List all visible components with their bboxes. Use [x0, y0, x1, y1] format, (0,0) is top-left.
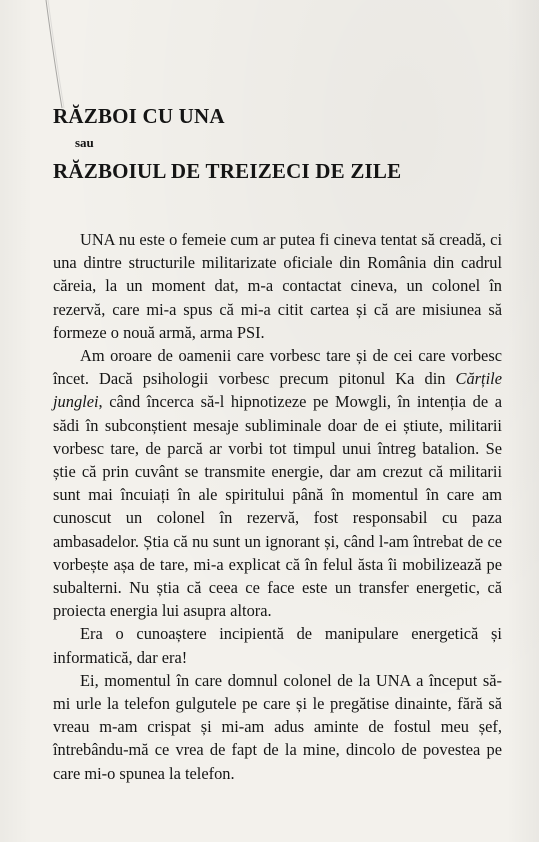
chapter-title-line-1: RĂZBOI CU UNA — [53, 104, 225, 128]
book-title-italic: Cărțile junglei — [53, 369, 502, 412]
chapter-title-connector: sau — [75, 135, 94, 150]
paragraph-3: Era o cunoaștere incipientă de manipulare energetică și informatică, dar era! — [53, 624, 502, 667]
chapter-title-line-2: RĂZBOIUL DE TREIZECI DE ZILE — [53, 159, 402, 183]
paragraph-2-part-2: , când încerca să-l hipnotizeze pe Mowgli, în intenția de a sădi în subconștient mesaje subliminale doar de ei știute, militarii vorbesc tare, de parcă ar vorbi tot timpul unui întreg batalion. Se știe că prin cuvânt se transmite energie, dar am crezut că militarii sunt mai încuiați în ale spiritului până în momentul în care am cunoscut un colonel în rezervă, fost responsabil cu paza ambasadelor. Știa că nu sunt un ignorant și, când l-am întrebat de ce vorbește așa de tare, mi-a explicat că în felul ăsta îi mobilizează pe subalterni. Nu știa că ceea ce face este un transfer energetic, că proiecta energia lui asupra altora. — [53, 392, 502, 621]
chapter-title — [53, 103, 513, 184]
page-crease-mark — [44, 0, 84, 110]
paragraph-2-part-1: Am oroare de oamenii care vorbesc tare și de cei care vorbesc încet. Dacă psihologii vorbesc precum pitonul Ka din — [53, 346, 502, 389]
chapter-body — [53, 228, 502, 785]
paragraph-4: Ei, momentul în care domnul colonel de la UNA a început să-mi urle la telefon gulgutele pe care și le pregătise dinainte, fără să vreau m-am crispat și mi-am adus aminte de fostul meu șef, întrebându-mă ce vrea de fapt de la mine, dincolo de povestea pe care mi-o spunea la telefon. — [53, 670, 502, 783]
paragraph-1: UNA nu este o femeie cum ar putea fi cineva tentat să creadă, ci una dintre structurile militarizate oficiale din România din cadrul căreia, la un moment dat, m-a contactat cineva, un colonel în rezervă, care mi-a spus că mi-a citit cartea și că are misiunea să formeze o nouă armă, arma PSI. — [53, 230, 502, 342]
paragraph-2 — [53, 344, 502, 622]
